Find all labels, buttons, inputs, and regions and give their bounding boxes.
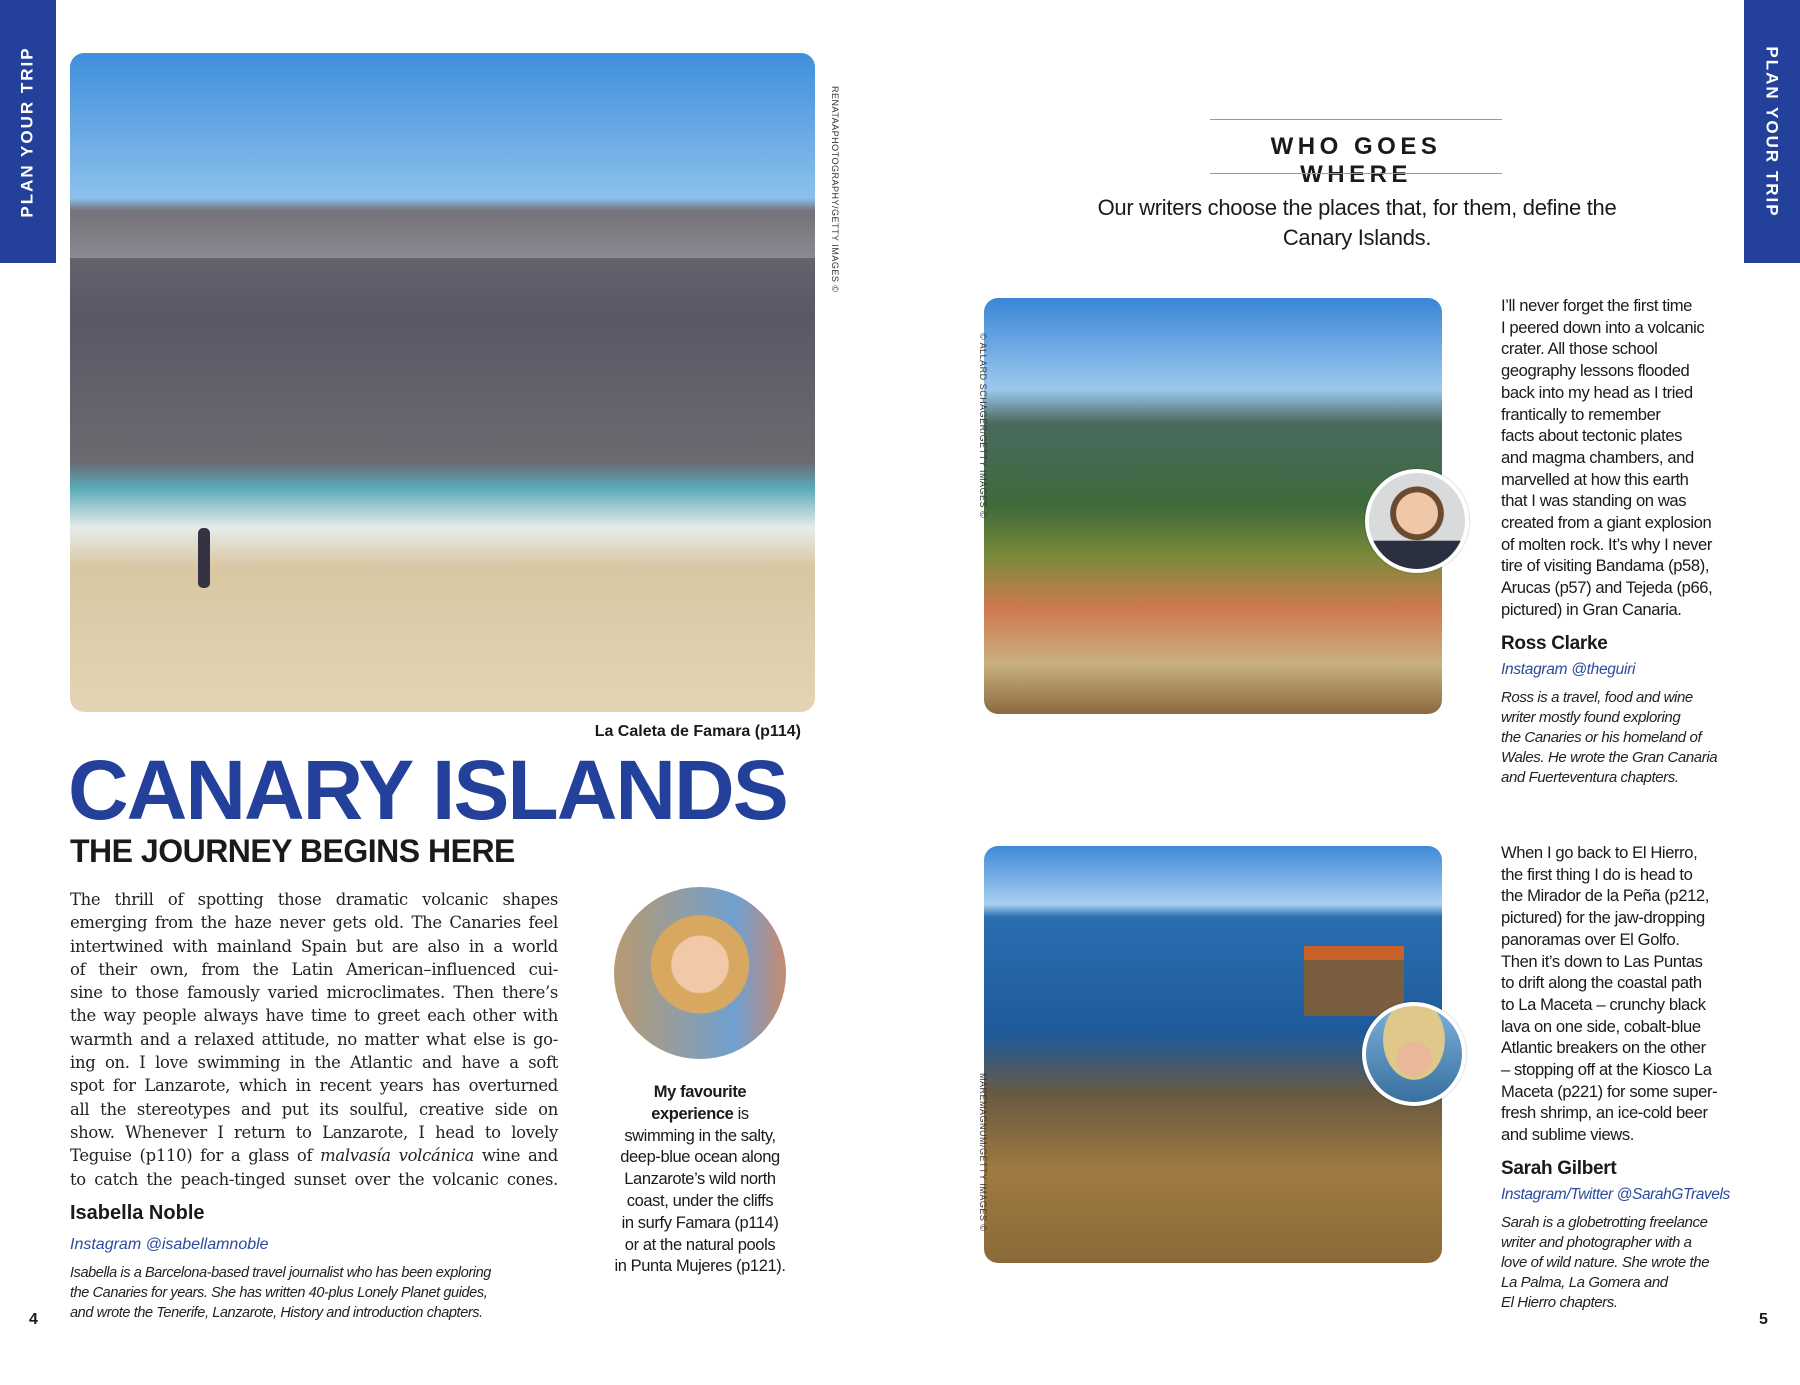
photo-la-caleta-de-famara [70, 53, 815, 712]
section-intro: Our writers choose the places that, for them, define the Canary Islands. [1097, 195, 1617, 250]
author-name: Isabella Noble [70, 1202, 205, 1224]
body-text-end: wine and to catch the peach-tinged sunset over the volcanic cones. [70, 1146, 558, 1189]
writer-name: Ross Clarke [1501, 633, 1608, 654]
body-italic: malvasía volcánica [320, 1146, 474, 1166]
stone-house [1304, 946, 1404, 1016]
author-bio: Isabella is a Barcelona-based travel journalist who has been exploring the Canaries for years. She has written 40-plus Lonely Planet guides, and wrote the Tenerife, Lanzarote, History and introduction chapters. [70, 1265, 491, 1321]
avatar-sarah-gilbert [1362, 1002, 1466, 1106]
favourite-experience [600, 1082, 800, 1278]
author-social-link[interactable]: Instagram @isabellamnoble [70, 1236, 269, 1253]
section-tab-label: PLAN YOUR TRIP [18, 45, 38, 218]
photo-caption: La Caleta de Famara (p114) [594, 723, 801, 740]
page-number-right: 5 [1759, 1311, 1768, 1328]
favourite-heading: My favourite experience [651, 1083, 747, 1123]
writer-text: I’ll never forget the first time I peered down into a volcanic crater. All those school geography lessons flooded back into my head as I tried frantically to remember facts about tectonic plates and magma chambers, and marvelled at how this earth that I was standing on was created from a giant explosion of molten rock. It’s why I never tire of visiting Bandama (p58), Arucas (p57) and Tejeda (p66, pictured) in Gran Canaria. [1501, 296, 1713, 619]
section-tab-left [0, 0, 56, 263]
section-tab-right [1744, 0, 1800, 263]
page-subtitle: THE JOURNEY BEGINS HERE [70, 833, 515, 869]
divider-top [1210, 119, 1502, 120]
page-title: CANARY ISLANDS [68, 743, 787, 837]
writer-text: When I go back to El Hierro, the first thing I do is head to the Mirador de la Peña (p212, pictured) for the jaw-dropping panoramas over El Golfo. Then it’s down to Las Puntas to drift along the coastal path to La Maceta – crunchy black lava on one side, cobalt-blue Atlantic breakers on the other – stopping off at the Kiosco La Maceta (p221) for some super- fresh shrimp, an ice-cold beer and sublime views. [1501, 843, 1718, 1145]
writer-social-link[interactable]: Instagram @theguiri [1501, 661, 1636, 678]
photo-credit: © ALLARD SCHAGER/GETTY IMAGES © [978, 333, 988, 519]
photo-credit: MAREMAGNUM/GETTY IMAGES © [978, 1073, 988, 1232]
section-heading: WHO GOES WHERE [1270, 133, 1442, 188]
writer-bio: Sarah is a globetrotting freelance writer and photographer with a love of wild nature. She wrote the La Palma, La Gomera and El Hierro chapters. [1501, 1214, 1710, 1311]
photo-credit: RENATAAPHOTOGRAPHY/GETTY IMAGES © [830, 86, 840, 293]
writer-name: Sarah Gilbert [1501, 1158, 1617, 1179]
avatar-ross-clarke [1365, 469, 1469, 573]
section-tab-label: PLAN YOUR TRIP [1763, 45, 1783, 218]
body-text: The thrill of spotting those dramatic volcanic shapes emerging from the haze never gets old. The Canaries feel intertwined with mainland Spain but are also in a world of their own, from the Latin American–influenced cui- sine to those famously varied microclimates. Then there’s the way people always have time to greet each other with warmth and a relaxed attitude, no matter what else is go- ing on. I love swimming in the Atlantic and have a soft spot for Lanzarote, which in recent years has overturned all the stereotypes and put its soulful, creative side on show. Whenever I return to Lanzarote, I head to lovely Teguise (p110) for a glass of [70, 890, 558, 1166]
avatar-isabella-noble [614, 887, 786, 1059]
page-number-left: 4 [29, 1311, 38, 1328]
writer-social-link[interactable]: Instagram/Twitter @SarahGTravels [1501, 1186, 1730, 1203]
intro-body [70, 888, 558, 1191]
person-silhouette [198, 528, 210, 588]
favourite-text: is swimming in the salty, deep-blue ocean along Lanzarote’s wild north coast, under the cliffs in surfy Famara (p114) or at the natural pools in Punta Mujeres (p121). [614, 1104, 786, 1276]
divider-bottom [1210, 173, 1502, 174]
writer-bio: Ross is a travel, food and wine writer mostly found exploring the Canaries or his homeland of Wales. He wrote the Gran Canaria and Fuerteventura chapters. [1501, 689, 1718, 786]
